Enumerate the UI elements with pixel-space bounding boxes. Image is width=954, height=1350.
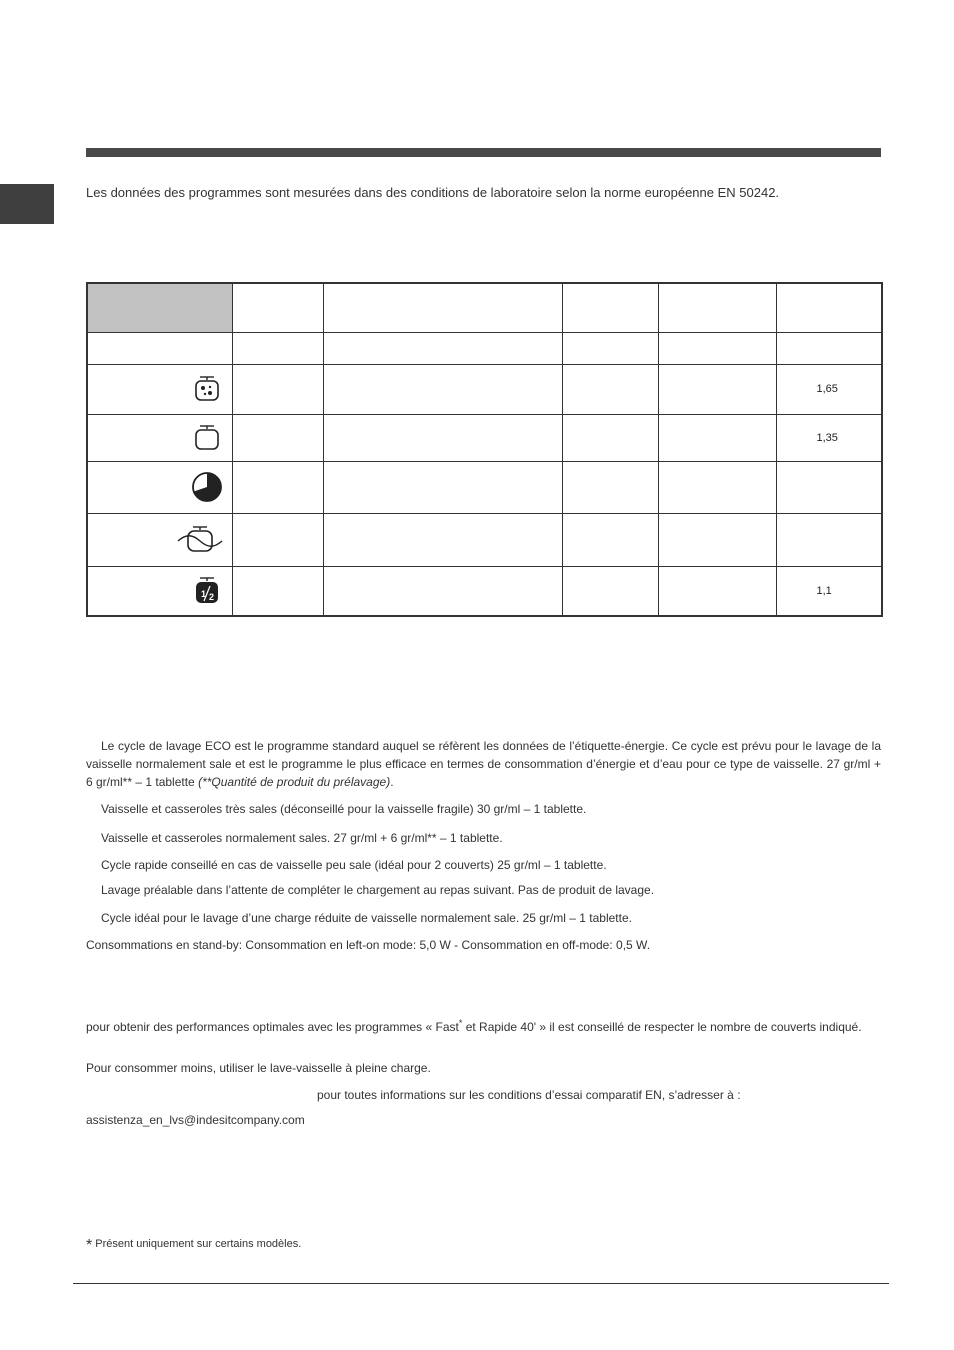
section-header-bar — [86, 148, 881, 157]
note-intensive: Vaisselle et casseroles très sales (déconseillé pour la vaisselle fragile) 30 gr/ml – 1 tablette. — [101, 802, 587, 816]
table-header-row — [87, 283, 882, 332]
note-halfload: Cycle idéal pour le lavage d’une charge réduite de vaisselle normalement sale. 25 gr/ml – 1 tablette. — [101, 911, 632, 925]
svg-text:2: 2 — [208, 591, 214, 602]
normal-pot-icon — [190, 423, 224, 453]
support-email: assistenza_en_lvs@indesitcompany.com — [86, 1113, 305, 1127]
intro-text: Les données des programmes sont mesurées dans des conditions de laboratoire selon la norme européenne EN 50242. — [86, 185, 780, 200]
note-labs: pour toutes informations sur les conditions d’essai comparatif EN, s’adresser à : — [317, 1088, 741, 1102]
programs-table — [86, 282, 883, 617]
quick-clock-icon — [190, 470, 224, 504]
note-prewash: Lavage préalable dans l’attente de compléter le chargement au repas suivant. Pas de produit de lavage. — [101, 883, 655, 897]
language-tab — [0, 184, 54, 224]
value-cell: 1,35 — [776, 414, 882, 461]
footnote: * Présent uniquement sur certains modèles. — [86, 1237, 302, 1254]
note-normal: Vaisselle et casseroles normalement sales. 27 gr/ml + 6 gr/ml** – 1 tablette. — [101, 831, 503, 845]
value-cell: 1,65 — [776, 364, 882, 414]
table-row — [87, 566, 882, 616]
note-fast: pour obtenir des performances optimales avec les programmes « Fast* et Rapide 40' » il est conseillé de respecter le nombre de couverts indiqué. — [86, 1018, 862, 1034]
note-quick: Cycle rapide conseillé en cas de vaisselle peu sale (idéal pour 2 couverts) 25 gr/ml – 1 tablette. — [101, 858, 607, 872]
value-cell — [776, 332, 882, 364]
table-row — [87, 461, 882, 513]
header-cell-program — [87, 283, 232, 332]
note-full-load: Pour consommer moins, utiliser le lave-vaisselle à pleine charge. — [86, 1061, 431, 1075]
table-row — [87, 364, 882, 414]
footer-divider — [73, 1283, 889, 1284]
value-cell: 1,1 — [776, 566, 882, 616]
value-cell — [776, 461, 882, 513]
value-cell — [776, 513, 882, 566]
svg-text:1: 1 — [200, 588, 206, 599]
intensive-pot-icon — [190, 374, 224, 404]
half-load-icon — [190, 575, 224, 607]
note-eco: Le cycle de lavage ECO est le programme standard auquel se réfèrent les données de l’étiquette-énergie. Ce cycle est prévu pour le lavage de la vaisselle normalement sale et est le programme le plus efficace en termes de consommation d’énergie et d’eau pour ce type de vaisselle. 27 gr/ml + 6 gr/ml** – 1 tablette (**Quantité de produit du prélavage). — [86, 739, 881, 789]
table-row — [87, 332, 882, 364]
table-row — [87, 414, 882, 461]
note-standby: Consommations en stand-by: Consommation en left-on mode: 5,0 W - Consommation en off-mode: 0,5 W. — [86, 938, 651, 952]
soak-prewash-icon — [176, 524, 224, 556]
table-row — [87, 513, 882, 566]
